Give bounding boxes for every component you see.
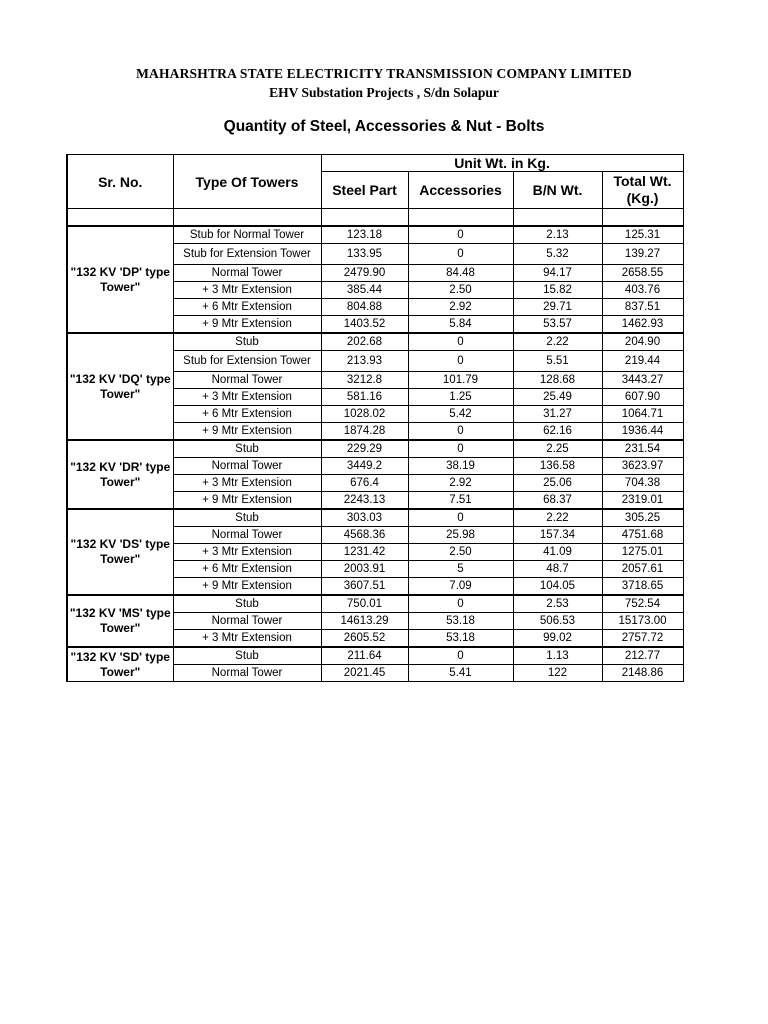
steel-part-cell: 2021.45: [321, 665, 408, 682]
accessories-cell: 0: [408, 423, 513, 441]
total-weight-cell: 125.31: [602, 226, 683, 244]
tower-type-cell: + 6 Mtr Extension: [173, 406, 321, 423]
bn-weight-cell: 48.7: [513, 561, 602, 578]
total-weight-cell: 212.77: [602, 647, 683, 665]
tower-type-cell: + 3 Mtr Extension: [173, 630, 321, 648]
bn-weight-cell: 2.25: [513, 440, 602, 458]
steel-part-cell: 1231.42: [321, 544, 408, 561]
total-weight-cell: 15173.00: [602, 613, 683, 630]
accessories-cell: 5.42: [408, 406, 513, 423]
bn-weight-cell: 2.53: [513, 595, 602, 613]
steel-part-cell: 211.64: [321, 647, 408, 665]
tower-group-label: "132 KV 'MS' type Tower": [67, 595, 173, 647]
bn-weight-cell: 5.32: [513, 244, 602, 265]
document-title: Quantity of Steel, Accessories & Nut - Bolts: [223, 118, 545, 135]
bn-weight-cell: 62.16: [513, 423, 602, 441]
steel-part-cell: 1028.02: [321, 406, 408, 423]
total-weight-cell: 1064.71: [602, 406, 683, 423]
tower-type-cell: Normal Tower: [173, 527, 321, 544]
total-weight-cell: 2757.72: [602, 630, 683, 648]
steel-part-cell: 202.68: [321, 333, 408, 351]
total-weight-cell: 1936.44: [602, 423, 683, 441]
bn-weight-cell: 128.68: [513, 372, 602, 389]
header-sr-no: Sr. No.: [67, 155, 173, 209]
tower-type-cell: Normal Tower: [173, 265, 321, 282]
steel-quantity-table: [66, 154, 684, 682]
accessories-cell: 38.19: [408, 458, 513, 475]
total-weight-cell: 2057.61: [602, 561, 683, 578]
tower-type-cell: + 6 Mtr Extension: [173, 299, 321, 316]
bn-weight-cell: 53.57: [513, 316, 602, 334]
table-row: [67, 509, 683, 527]
tower-type-cell: + 3 Mtr Extension: [173, 544, 321, 561]
tower-group-label: "132 KV 'DS' type Tower": [67, 509, 173, 595]
header-type: Type Of Towers: [173, 155, 321, 209]
tower-type-cell: + 9 Mtr Extension: [173, 423, 321, 441]
total-weight-cell: 204.90: [602, 333, 683, 351]
tower-type-cell: + 3 Mtr Extension: [173, 475, 321, 492]
bn-weight-cell: 104.05: [513, 578, 602, 596]
bn-weight-cell: 99.02: [513, 630, 602, 648]
table-row: [67, 226, 683, 244]
tower-group-label: "132 KV 'DP' type Tower": [67, 226, 173, 333]
tower-type-cell: + 9 Mtr Extension: [173, 316, 321, 334]
tower-type-cell: + 9 Mtr Extension: [173, 492, 321, 510]
total-weight-cell: 3718.65: [602, 578, 683, 596]
steel-part-cell: 3607.51: [321, 578, 408, 596]
accessories-cell: 101.79: [408, 372, 513, 389]
steel-part-cell: 804.88: [321, 299, 408, 316]
accessories-cell: 5: [408, 561, 513, 578]
total-weight-cell: 1275.01: [602, 544, 683, 561]
accessories-cell: 0: [408, 333, 513, 351]
steel-part-cell: 1403.52: [321, 316, 408, 334]
total-weight-cell: 3623.97: [602, 458, 683, 475]
accessories-cell: 25.98: [408, 527, 513, 544]
total-weight-cell: 752.54: [602, 595, 683, 613]
accessories-cell: 0: [408, 647, 513, 665]
accessories-cell: 0: [408, 244, 513, 265]
tower-type-cell: Stub: [173, 647, 321, 665]
tower-type-cell: Stub: [173, 509, 321, 527]
accessories-cell: 5.84: [408, 316, 513, 334]
spacer-row: [67, 209, 683, 227]
tower-type-cell: Normal Tower: [173, 665, 321, 682]
accessories-cell: 2.92: [408, 475, 513, 492]
total-weight-cell: 403.76: [602, 282, 683, 299]
steel-part-cell: 123.18: [321, 226, 408, 244]
total-weight-cell: 837.51: [602, 299, 683, 316]
steel-part-cell: 750.01: [321, 595, 408, 613]
total-weight-cell: 219.44: [602, 351, 683, 372]
steel-part-cell: 14613.29: [321, 613, 408, 630]
bn-weight-cell: 5.51: [513, 351, 602, 372]
header-total-weight: Total Wt. (Kg.): [602, 172, 683, 209]
steel-part-cell: 213.93: [321, 351, 408, 372]
total-weight-cell: 607.90: [602, 389, 683, 406]
accessories-cell: 0: [408, 226, 513, 244]
division-name: EHV Substation Projects , S/dn Solapur: [269, 85, 499, 100]
tower-type-cell: Stub for Extension Tower: [173, 351, 321, 372]
tower-type-cell: + 3 Mtr Extension: [173, 282, 321, 299]
tower-type-cell: Stub: [173, 440, 321, 458]
total-weight-cell: 231.54: [602, 440, 683, 458]
total-weight-cell: 704.38: [602, 475, 683, 492]
bn-weight-cell: 94.17: [513, 265, 602, 282]
table-row: [67, 595, 683, 613]
steel-part-cell: 133.95: [321, 244, 408, 265]
accessories-cell: 84.48: [408, 265, 513, 282]
header-bn-weight: B/N Wt.: [513, 172, 602, 209]
accessories-cell: 2.50: [408, 282, 513, 299]
company-name: MAHARSHTRA STATE ELECTRICITY TRANSMISSION COMPANY LIMITED: [136, 66, 632, 81]
accessories-cell: 0: [408, 509, 513, 527]
tower-type-cell: Stub: [173, 333, 321, 351]
tower-type-cell: + 9 Mtr Extension: [173, 578, 321, 596]
tower-type-cell: Stub for Extension Tower: [173, 244, 321, 265]
tower-group-label: "132 KV 'SD' type Tower": [67, 647, 173, 682]
total-weight-cell: 4751.68: [602, 527, 683, 544]
steel-part-cell: 3212.8: [321, 372, 408, 389]
accessories-cell: 53.18: [408, 613, 513, 630]
total-weight-cell: 2658.55: [602, 265, 683, 282]
steel-part-cell: 581.16: [321, 389, 408, 406]
tower-group-label: "132 KV 'DQ' type Tower": [67, 333, 173, 440]
total-weight-cell: 139.27: [602, 244, 683, 265]
header-steel-part: Steel Part: [321, 172, 408, 209]
accessories-cell: 7.09: [408, 578, 513, 596]
accessories-cell: 0: [408, 595, 513, 613]
accessories-cell: 0: [408, 351, 513, 372]
steel-part-cell: 2243.13: [321, 492, 408, 510]
accessories-cell: 53.18: [408, 630, 513, 648]
tower-type-cell: + 3 Mtr Extension: [173, 389, 321, 406]
accessories-cell: 5.41: [408, 665, 513, 682]
bn-weight-cell: 68.37: [513, 492, 602, 510]
header-accessories: Accessories: [408, 172, 513, 209]
steel-part-cell: 2479.90: [321, 265, 408, 282]
bn-weight-cell: 25.06: [513, 475, 602, 492]
total-weight-cell: 3443.27: [602, 372, 683, 389]
tower-type-cell: Normal Tower: [173, 458, 321, 475]
bn-weight-cell: 2.22: [513, 333, 602, 351]
accessories-cell: 1.25: [408, 389, 513, 406]
steel-part-cell: 229.29: [321, 440, 408, 458]
steel-part-cell: 2605.52: [321, 630, 408, 648]
accessories-cell: 0: [408, 440, 513, 458]
bn-weight-cell: 122: [513, 665, 602, 682]
bn-weight-cell: 2.22: [513, 509, 602, 527]
tower-type-cell: Normal Tower: [173, 613, 321, 630]
table-row: [67, 440, 683, 458]
steel-part-cell: 676.4: [321, 475, 408, 492]
bn-weight-cell: 25.49: [513, 389, 602, 406]
bn-weight-cell: 41.09: [513, 544, 602, 561]
bn-weight-cell: 15.82: [513, 282, 602, 299]
bn-weight-cell: 157.34: [513, 527, 602, 544]
table-row: [67, 333, 683, 351]
total-weight-cell: 305.25: [602, 509, 683, 527]
bn-weight-cell: 29.71: [513, 299, 602, 316]
steel-part-cell: 2003.91: [321, 561, 408, 578]
steel-part-cell: 385.44: [321, 282, 408, 299]
tower-type-cell: Stub: [173, 595, 321, 613]
total-weight-cell: 2148.86: [602, 665, 683, 682]
bn-weight-cell: 31.27: [513, 406, 602, 423]
header-unit-weight: Unit Wt. in Kg.: [321, 155, 683, 172]
steel-part-cell: 3449.2: [321, 458, 408, 475]
total-weight-cell: 2319.01: [602, 492, 683, 510]
tower-type-cell: Stub for Normal Tower: [173, 226, 321, 244]
bn-weight-cell: 1.13: [513, 647, 602, 665]
accessories-cell: 7.51: [408, 492, 513, 510]
table-row: [67, 647, 683, 665]
tower-group-label: "132 KV 'DR' type Tower": [67, 440, 173, 509]
steel-part-cell: 303.03: [321, 509, 408, 527]
steel-part-cell: 1874.28: [321, 423, 408, 441]
bn-weight-cell: 2.13: [513, 226, 602, 244]
accessories-cell: 2.50: [408, 544, 513, 561]
tower-type-cell: + 6 Mtr Extension: [173, 561, 321, 578]
tower-type-cell: Normal Tower: [173, 372, 321, 389]
total-weight-cell: 1462.93: [602, 316, 683, 334]
bn-weight-cell: 136.58: [513, 458, 602, 475]
accessories-cell: 2.92: [408, 299, 513, 316]
steel-part-cell: 4568.36: [321, 527, 408, 544]
bn-weight-cell: 506.53: [513, 613, 602, 630]
